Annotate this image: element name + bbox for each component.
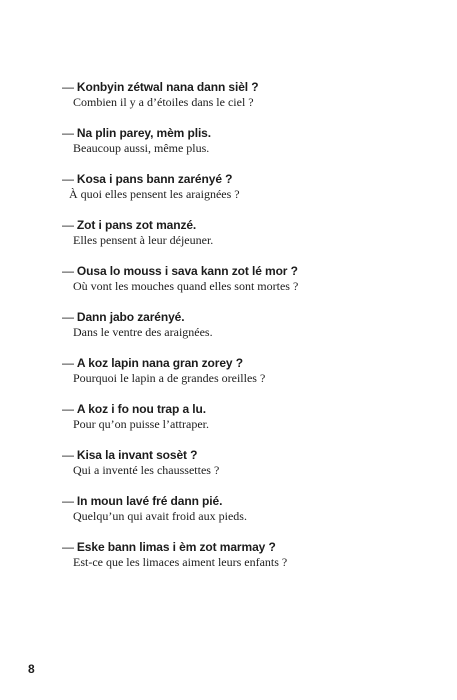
dialogue-dash: — xyxy=(62,218,74,232)
dialogue-entry xyxy=(62,356,442,386)
creole-question xyxy=(62,448,442,463)
creole-question xyxy=(62,218,442,233)
dialogue-dash: — xyxy=(62,540,74,554)
creole-text: Zot i pans zot manzé. xyxy=(76,218,197,232)
creole-question xyxy=(62,310,442,325)
dialogue-dash: — xyxy=(62,356,74,370)
french-translation: Quelqu’un qui avait froid aux pieds. xyxy=(73,509,247,523)
creole-question xyxy=(62,402,442,417)
dialogue-entry xyxy=(62,540,442,570)
creole-text: In moun lavé fré dann pié. xyxy=(76,494,223,508)
dialogue-dash: — xyxy=(62,264,74,278)
dialogue-entry xyxy=(62,126,442,156)
french-translation: Pourquoi le lapin a de grandes oreilles ? xyxy=(73,371,266,385)
dialogue-entry xyxy=(62,218,442,248)
dialogue-dash: — xyxy=(62,172,74,186)
creole-question xyxy=(62,172,442,187)
creole-text: Kisa la invant sosèt ? xyxy=(76,448,198,462)
dialogue-dash: — xyxy=(62,80,74,94)
dialogue-entry xyxy=(62,448,442,478)
creole-question xyxy=(62,80,442,95)
creole-text: Konbyin zétwal nana dann sièl ? xyxy=(76,80,259,94)
dialogue-dash: — xyxy=(62,126,74,140)
french-translation: Où vont les mouches quand elles sont mortes ? xyxy=(73,279,299,293)
french-translation: Combien il y a d’étoiles dans le ciel ? xyxy=(73,95,254,109)
french-translation: À quoi elles pensent les araignées ? xyxy=(69,187,240,201)
creole-question xyxy=(62,540,442,555)
creole-text: A koz i fo nou trap a lu. xyxy=(76,402,206,416)
dialogue-entry xyxy=(62,264,442,294)
creole-question xyxy=(62,264,442,279)
dialogue-dash: — xyxy=(62,310,74,324)
creole-text: Ousa lo mouss i sava kann zot lé mor ? xyxy=(76,264,298,278)
dialogue-entry xyxy=(62,402,442,432)
dialogue-entry xyxy=(62,310,442,340)
creole-question xyxy=(62,356,442,371)
french-translation: Pour qu’on puisse l’attraper. xyxy=(73,417,209,431)
dialogue-entry xyxy=(62,172,442,202)
creole-text: A koz lapin nana gran zorey ? xyxy=(76,356,243,370)
french-translation: Qui a inventé les chaussettes ? xyxy=(73,463,220,477)
creole-text: Eske bann limas i èm zot marmay ? xyxy=(76,540,276,554)
dialogue-list xyxy=(62,80,442,586)
creole-text: Dann jabo zarényé. xyxy=(76,310,185,324)
dialogue-dash: — xyxy=(62,402,74,416)
french-translation: Elles pensent à leur déjeuner. xyxy=(73,233,214,247)
dialogue-entry xyxy=(62,494,442,524)
dialogue-dash: — xyxy=(62,448,74,462)
french-translation: Est-ce que les limaces aiment leurs enfants ? xyxy=(73,555,288,569)
french-translation: Beaucoup aussi, même plus. xyxy=(73,141,210,155)
french-translation: Dans le ventre des araignées. xyxy=(73,325,213,339)
creole-question xyxy=(62,494,442,509)
creole-text: Kosa i pans bann zarényé ? xyxy=(76,172,233,186)
dialogue-dash: — xyxy=(62,494,74,508)
page-number: 8 xyxy=(28,662,35,676)
creole-question xyxy=(62,126,442,141)
creole-text: Na plin parey, mèm plis. xyxy=(76,126,211,140)
dialogue-entry xyxy=(62,80,442,110)
